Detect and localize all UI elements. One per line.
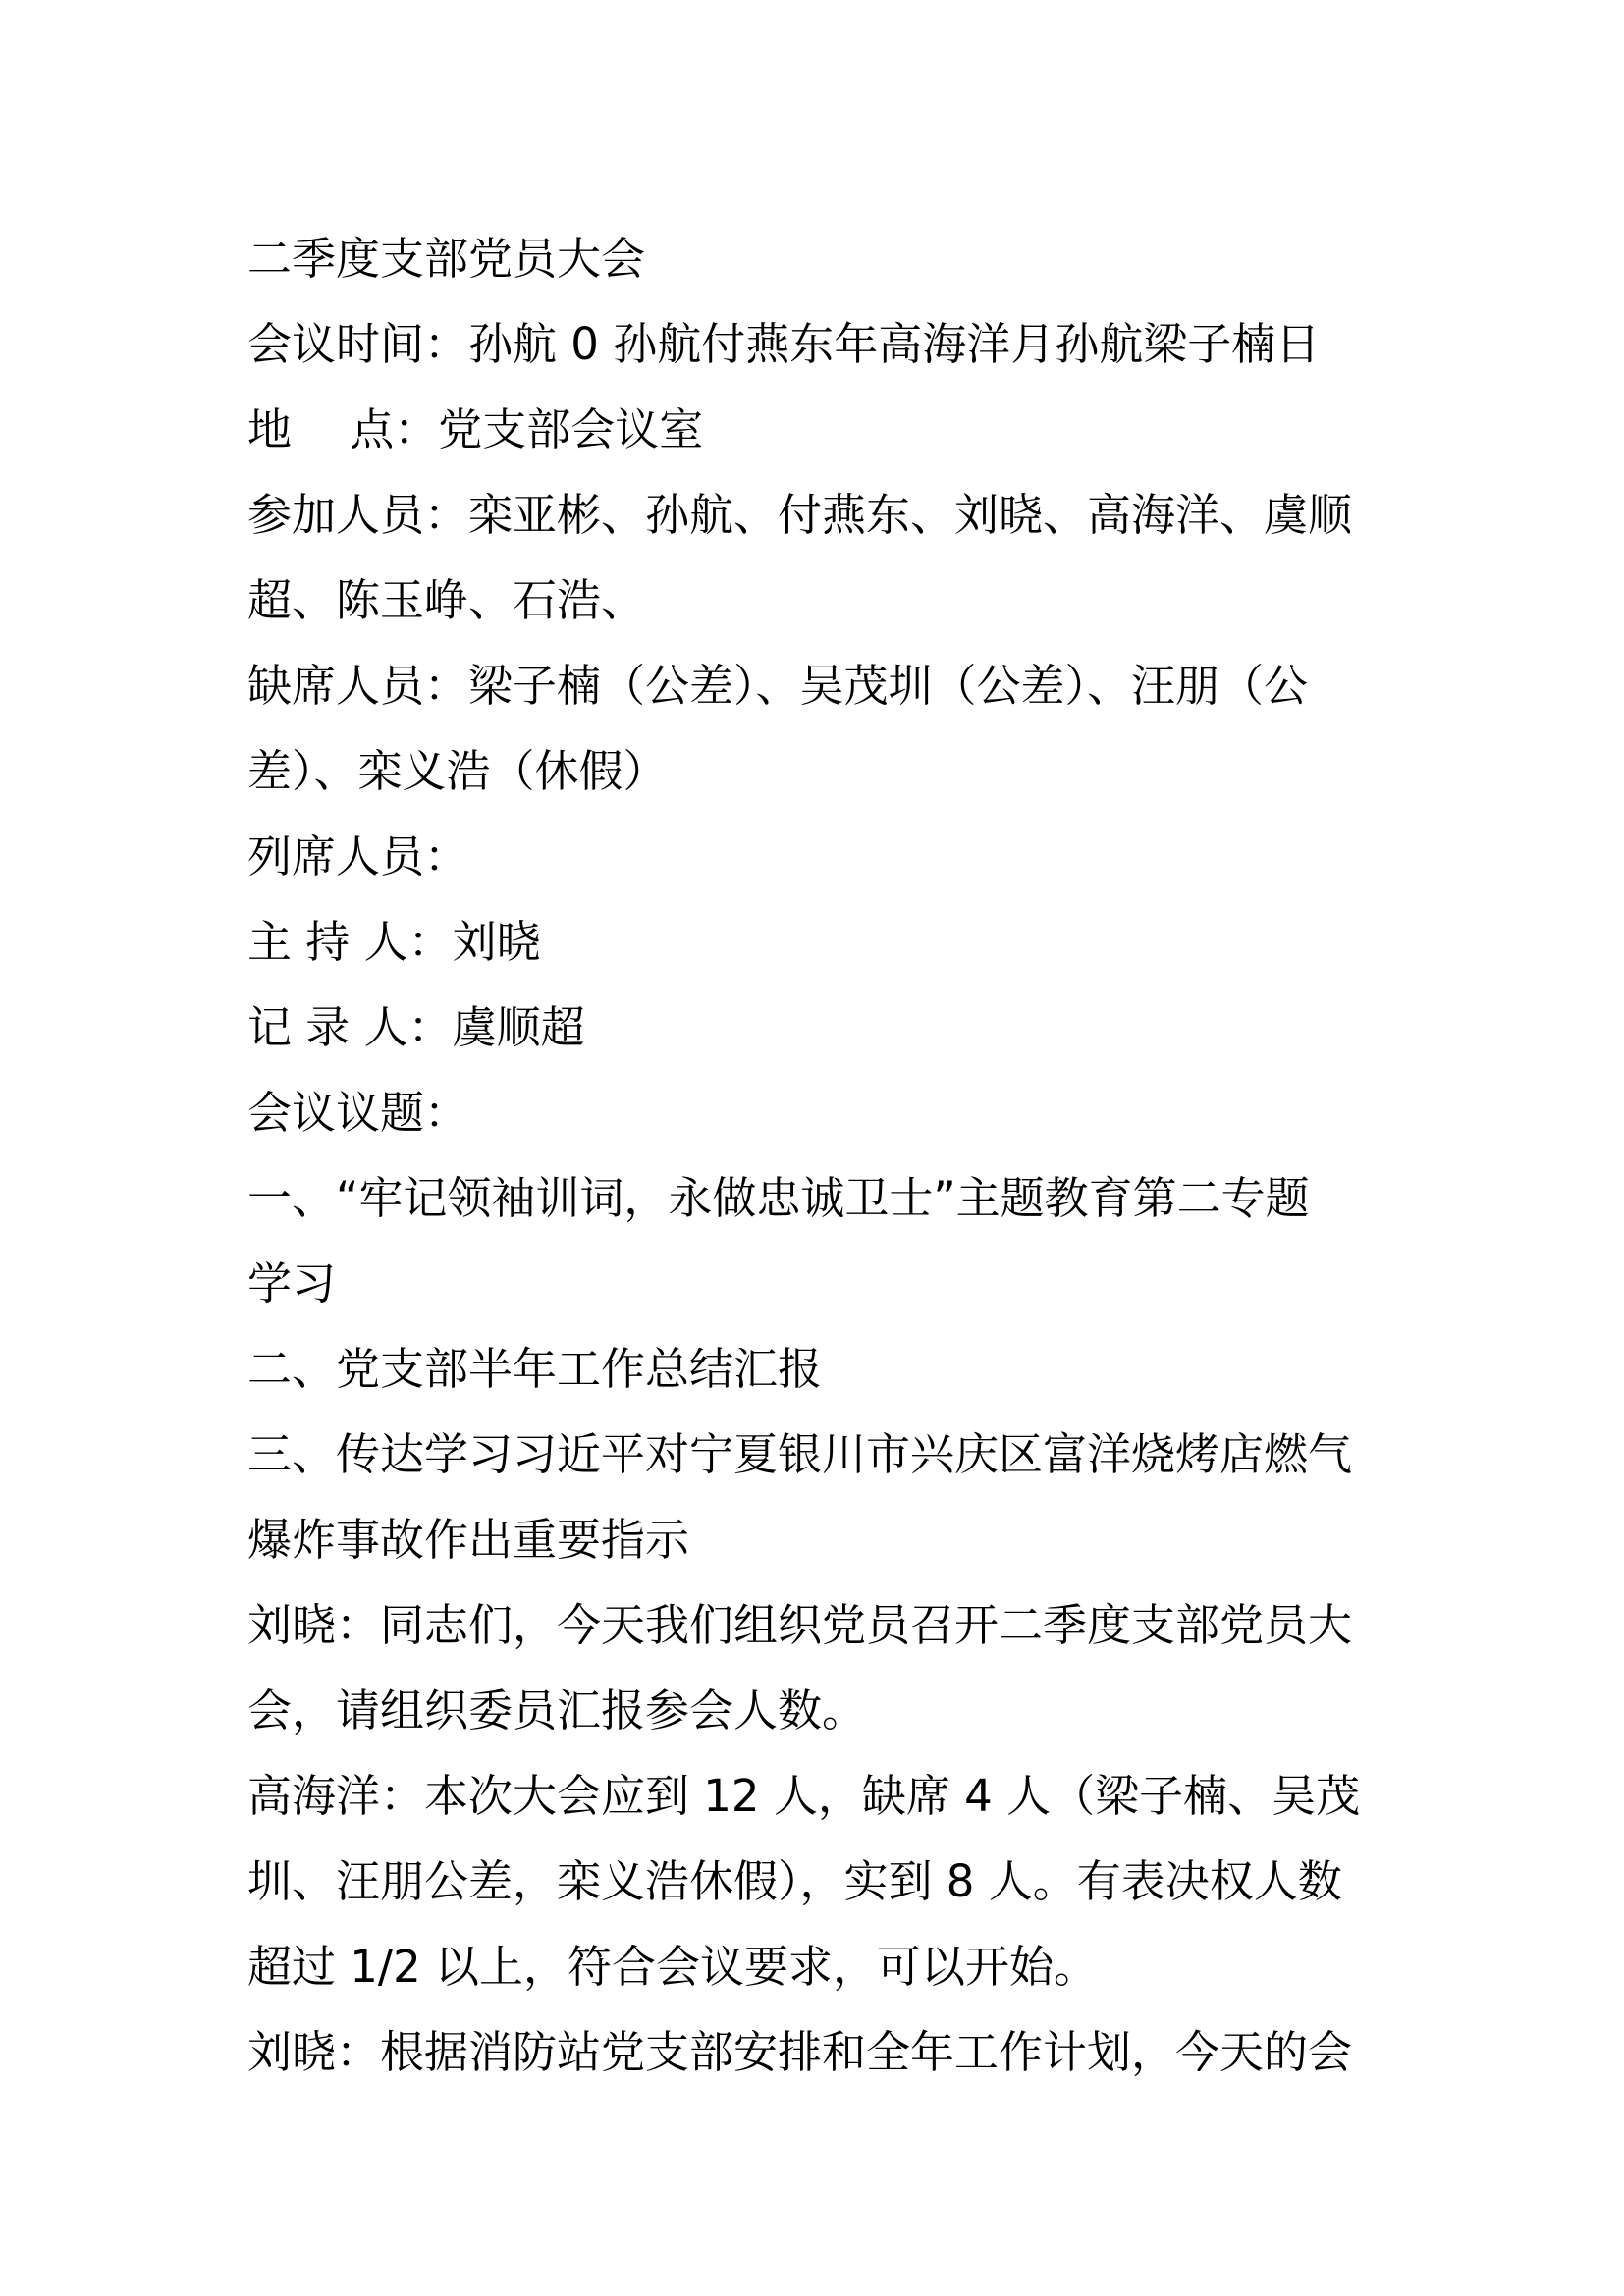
observers-text: 列席人员： — [247, 830, 469, 882]
agenda-item-3-text-1: 三、传达学习习近平对宁夏银川市兴庆区富洋烧烤店燃气 — [247, 1428, 1353, 1480]
agenda-item-1-text-1: 一、“牢记领袖训词，永做忠诚卫士”主题教育第二专题 — [247, 1172, 1310, 1224]
attendees-line-1 — [247, 486, 1390, 571]
agenda-item-3-text-2: 爆炸事故作出重要指示 — [247, 1514, 690, 1566]
attendees-text-1: 参加人员：栾亚彬、孙航、付燕东、刘晓、高海洋、虞顺 — [247, 489, 1353, 541]
agenda-item-3-line-1 — [247, 1425, 1390, 1511]
speech-3-text-1: 刘晓：根据消防站党支部安排和全年工作计划，今天的会 — [247, 2026, 1353, 2078]
recorder-text: 记 录 人：虞顺超 — [247, 1001, 585, 1053]
attendees-text-2: 超、陈玉峥、石浩、 — [247, 574, 646, 626]
absentees-text-2: 差）、栾义浩（休假） — [247, 745, 668, 797]
meeting-time-text: 会议时间：孙航 0 孙航付燕东年高海洋月孙航梁子楠日 — [247, 318, 1321, 370]
host-text: 主 持 人：刘晓 — [247, 916, 541, 968]
document-title — [247, 230, 1390, 315]
speech-1-line-2 — [247, 1682, 1390, 1767]
host-line — [247, 913, 1390, 998]
meeting-time — [247, 315, 1390, 400]
agenda-item-1-line-1 — [247, 1169, 1390, 1255]
speech-2-text-1: 高海洋：本次大会应到 12 人，缺席 4 人（梁子楠、吴茂 — [247, 1770, 1361, 1822]
agenda-item-2 — [247, 1340, 1390, 1425]
speech-2-line-2 — [247, 1852, 1390, 1938]
attendees-line-2 — [247, 571, 1390, 657]
observers-line — [247, 828, 1390, 913]
absentees-line-2 — [247, 742, 1390, 828]
agenda-item-1-line-2 — [247, 1255, 1390, 1340]
speech-2-line-1 — [247, 1767, 1390, 1852]
speech-1-text-1: 刘晓：同志们，今天我们组织党员召开二季度支部党员大 — [247, 1599, 1353, 1651]
meeting-location-text: 地 点：党支部会议室 — [247, 403, 704, 455]
speech-3-line-1 — [247, 2023, 1390, 2109]
absentees-text-1: 缺席人员：梁子楠（公差）、吴茂圳（公差）、汪朋（公 — [247, 660, 1309, 712]
document-page — [247, 230, 1390, 2109]
recorder-line — [247, 998, 1390, 1084]
speech-2-line-3 — [247, 1938, 1390, 2023]
speech-1-text-2: 会，请组织委员汇报参会人数。 — [247, 1684, 867, 1736]
speech-2-text-2: 圳、汪朋公差，栾义浩休假），实到 8 人。有表决权人数 — [247, 1855, 1342, 1907]
title-text: 二季度支部党员大会 — [247, 233, 646, 285]
meeting-location — [247, 400, 1390, 486]
speech-2-text-3: 超过 1/2 以上，符合会议要求，可以开始。 — [247, 1941, 1099, 1993]
speech-1-line-1 — [247, 1596, 1390, 1682]
absentees-line-1 — [247, 657, 1390, 742]
agenda-heading — [247, 1084, 1390, 1169]
agenda-item-3-line-2 — [247, 1511, 1390, 1596]
agenda-item-2-text: 二、党支部半年工作总结汇报 — [247, 1343, 823, 1395]
agenda-heading-text: 会议议题： — [247, 1087, 469, 1139]
agenda-item-1-text-2: 学习 — [247, 1257, 337, 1309]
